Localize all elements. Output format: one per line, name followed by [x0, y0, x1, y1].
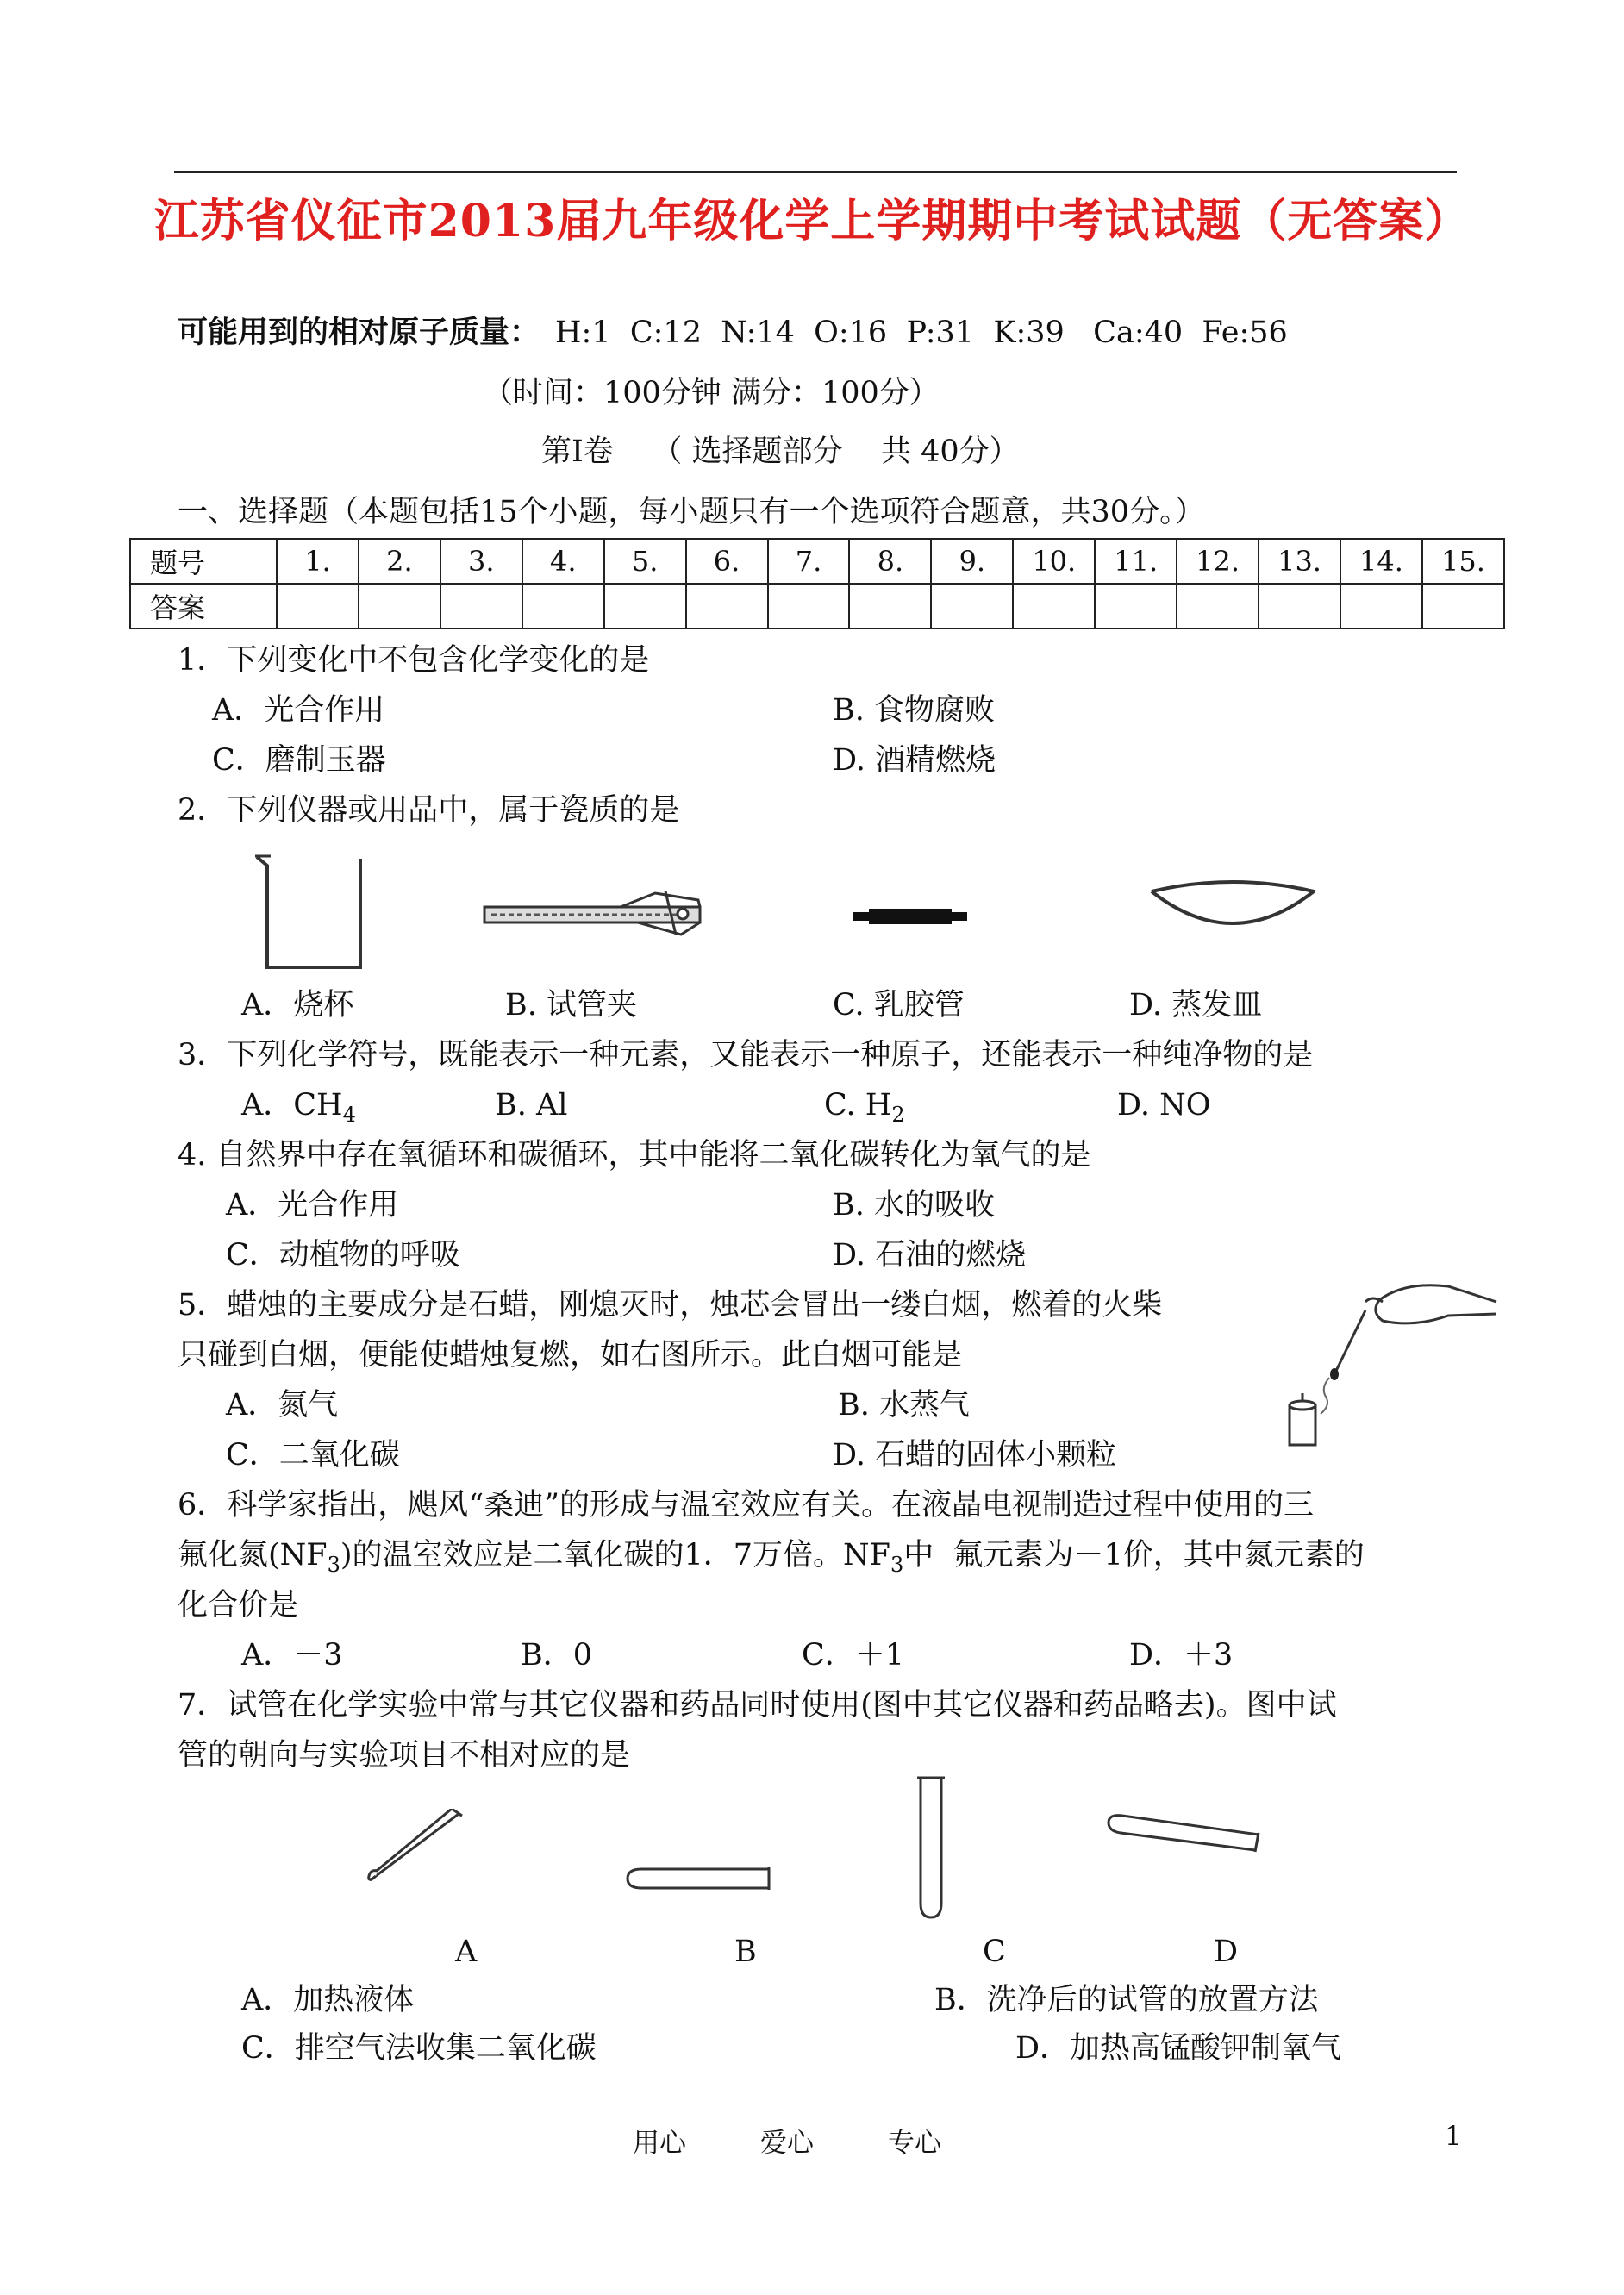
answer-cell[interactable] [686, 584, 768, 628]
exam-info: （时间：100分钟 满分：100分） [483, 376, 940, 410]
answer-cell[interactable] [768, 584, 850, 628]
question-1-option-b: B. 食物腐败 [833, 693, 995, 728]
question-6-line-3: 化合价是 [178, 1588, 299, 1623]
test-tube-vertical-image [917, 1776, 945, 1921]
table-cell: 13. [1259, 539, 1340, 584]
table-cell: 8. [849, 539, 931, 584]
question-5-option-d: D. 石蜡的固体小颗粒 [833, 1438, 1117, 1473]
beaker-image [255, 854, 365, 974]
footer-text-3: 专心 [888, 2128, 941, 2159]
question-2-option-a: A．烧杯 [241, 988, 354, 1022]
table-cell: 7. [768, 539, 850, 584]
answer-cell[interactable] [1013, 584, 1095, 628]
question-1-stem: 1．下列变化中不包含化学变化的是 [178, 643, 650, 678]
table-cell: 1. [277, 539, 359, 584]
figure-label-b: B [734, 1935, 757, 1969]
answer-cell[interactable] [1095, 584, 1177, 628]
answer-cell[interactable] [1177, 584, 1259, 628]
question-5-line-2: 只碰到白烟，便能使蜡烛复燃，如右图所示。此白烟可能是 [178, 1338, 963, 1373]
question-3-option-d: D. NO [1117, 1088, 1211, 1122]
question-1-option-d: D. 酒精燃烧 [833, 743, 996, 778]
answer-cell[interactable] [359, 584, 440, 628]
table-cell: 5. [604, 539, 686, 584]
answer-cell[interactable] [931, 584, 1013, 628]
question-3-stem: 3．下列化学符号，既能表示一种元素，又能表示一种原子，还能表示一种纯净物的是 [178, 1038, 1314, 1072]
part-heading: 一、选择题（本题包括15个小题，每小题只有一个选项符合题意，共30分。） [178, 495, 1205, 529]
test-tube-tilted-image [362, 1809, 465, 1888]
figure-label-a: A [455, 1935, 478, 1969]
question-6-option-a: A．－3 [241, 1638, 343, 1673]
atomic-mass-label: 可能用到的相对原子质量： [178, 315, 540, 350]
question-2-option-d: D. 蒸发皿 [1129, 988, 1263, 1022]
question-7-option-d: D．加热高锰酸钾制氧气 [1015, 2031, 1342, 2066]
table-cell: 6. [686, 539, 768, 584]
question-7-option-c: C．排空气法收集二氧化碳 [241, 2031, 597, 2066]
figure-label-d: D [1214, 1935, 1239, 1969]
section-title: 第Ⅰ卷 （ 选择题部分 共 40分） [541, 435, 1020, 469]
question-3-option-b: B. Al [495, 1088, 568, 1122]
answer-cell[interactable] [849, 584, 931, 628]
question-7-option-a: A．加热液体 [241, 1983, 415, 2017]
figure-label-c: C [983, 1935, 1006, 1969]
rubber-tube-image [853, 907, 967, 926]
question-1-option-c: C．磨制玉器 [212, 743, 386, 778]
question-3-option-c: C. $H_2$ [824, 1088, 905, 1127]
answer-cell[interactable] [277, 584, 359, 628]
header-rule [174, 171, 1457, 173]
question-6-line-2: 氟化氮$(NF_3)$的温室效应是二氧化碳的1．7万倍。$NF_3$中 氟元素为－1价，其中氮元素的 [178, 1538, 1365, 1577]
table-cell: 12. [1177, 539, 1259, 584]
question-2-option-b: B. 试管夹 [505, 988, 637, 1022]
question-6-option-d: D．＋3 [1129, 1638, 1234, 1673]
atomic-mass-values: H:1 C:12 N:14 O:16 P:31 K:39 Ca:40 Fe:56 [555, 316, 1288, 350]
table-header-cell: 答案 [130, 584, 277, 628]
question-5-line-1: 5．蜡烛的主要成分是石蜡，刚熄灭时，烛芯会冒出一缕白烟，燃着的火柴 [178, 1288, 1163, 1323]
candle-smoke-image [1276, 1276, 1500, 1448]
question-7-line-1: 7．试管在化学实验中常与其它仪器和药品同时使用(图中其它仪器和药品略去)。图中试 [178, 1688, 1337, 1723]
table-cell: 11. [1095, 539, 1177, 584]
page-number: 1 [1445, 2121, 1462, 2152]
question-4-stem: 4. 自然界中存在氧循环和碳循环，其中能将二氧化碳转化为氧气的是 [178, 1138, 1091, 1173]
footer-text-1: 用心 [633, 2128, 686, 2159]
test-tube-clamp-image [483, 888, 707, 940]
question-4-option-c: C．动植物的呼吸 [226, 1238, 460, 1273]
answer-cell[interactable] [522, 584, 604, 628]
question-1-option-a: A．光合作用 [212, 693, 385, 728]
footer-text-2: 爱心 [760, 2128, 814, 2159]
table-header-cell: 题号 [130, 539, 277, 584]
table-cell: 10. [1013, 539, 1095, 584]
test-tube-horizontal-image [626, 1866, 771, 1892]
question-4-option-d: D. 石油的燃烧 [833, 1238, 1027, 1273]
table-cell: 15. [1422, 539, 1504, 584]
question-2-stem: 2．下列仪器或用品中，属于瓷质的是 [178, 793, 680, 828]
question-3-option-a: A．$CH_4$ [241, 1088, 356, 1127]
question-5-option-c: C．二氧化碳 [226, 1438, 400, 1473]
answer-cell[interactable] [1422, 584, 1504, 628]
question-5-option-b: B. 水蒸气 [838, 1388, 970, 1423]
table-row [130, 584, 1504, 628]
table-cell: 2. [359, 539, 440, 584]
table-cell: 4. [522, 539, 604, 584]
answer-cell[interactable] [1340, 584, 1422, 628]
test-tube-downward-image [1107, 1812, 1262, 1857]
table-cell: 3. [440, 539, 522, 584]
page-title: 江苏省仪征市2013届九年级化学上学期期中考试试题（无答案） [153, 195, 1471, 247]
question-4-option-b: B. 水的吸收 [833, 1188, 995, 1223]
question-7-line-2: 管的朝向与实验项目不相对应的是 [178, 1738, 631, 1773]
atomic-mass-line [178, 314, 1288, 352]
question-4-option-a: A．光合作用 [226, 1188, 399, 1223]
answer-table [129, 538, 1505, 629]
question-5-option-a: A．氮气 [226, 1388, 339, 1423]
question-6-option-c: C．＋1 [802, 1638, 905, 1673]
table-cell: 9. [931, 539, 1013, 584]
evaporating-dish-image [1146, 872, 1319, 959]
answer-cell[interactable] [1259, 584, 1340, 628]
answer-cell[interactable] [440, 584, 522, 628]
answer-cell[interactable] [604, 584, 686, 628]
table-row [130, 539, 1504, 584]
question-6-option-b: B．0 [521, 1638, 592, 1673]
table-cell: 14. [1340, 539, 1422, 584]
question-7-option-b: B．洗净后的试管的放置方法 [934, 1983, 1319, 2017]
question-2-option-c: C. 乳胶管 [833, 988, 965, 1022]
question-6-line-1: 6．科学家指出，飓风“桑迪”的形成与温室效应有关。在液晶电视制造过程中使用的三 [178, 1488, 1315, 1523]
